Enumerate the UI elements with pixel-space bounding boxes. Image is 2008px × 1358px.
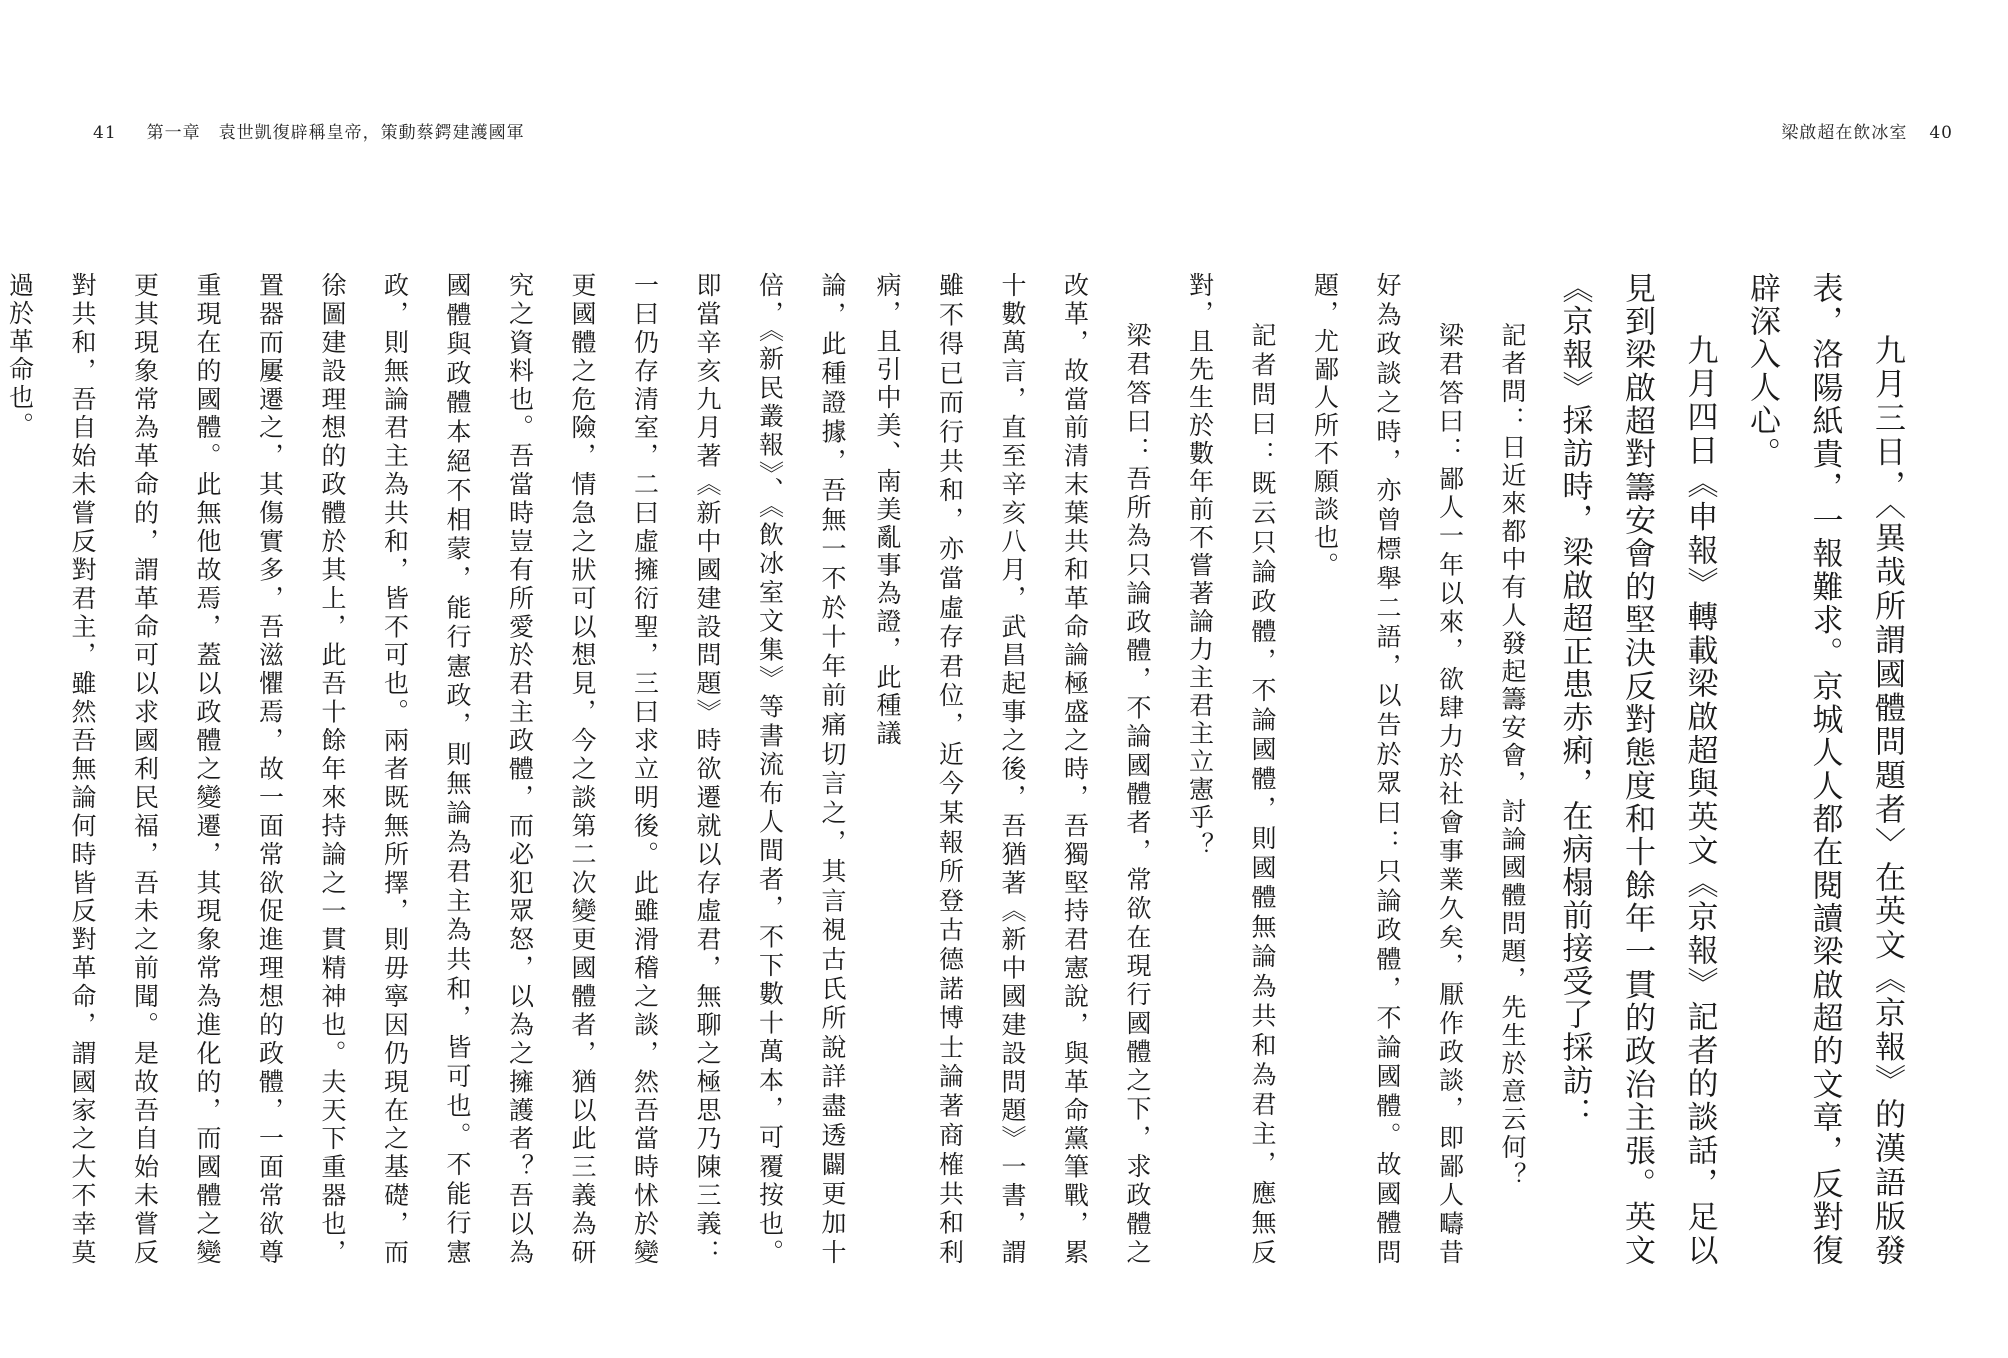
paragraph: 論，此種證據，吾無一不於十年前痛切言之，其言視古氏所說詳盡透闢更加十倍，《新民叢報》、《飲冰室文集》等書流布人間者，不下數十萬本，可覆按也。即當辛亥九月著《新中國建設問題》時欲遷就以存虛君，無聊之極思乃陳三義：一曰仍存清室，二曰虛擁衍聖，三曰求立明後。此雖滑稽之談，然吾當時怵於變更國體之危險，情急之狀可以想見，今之談第二次變更國體者，猶以此三義為研究之資料也。吾當時豈有所愛於君主政體，而必犯眾怒，以為之擁護者？吾以為國體與政體本絕不相蒙，能行憲政，則無論為君主為共和，皆可也。不能行憲政，則無論君主為共和，皆不可也。兩者既無所擇，則毋寧因仍現在之基礎，而徐圖建設理想的政體於其上，此吾十餘年來持論之一貫精神也。夫天下重器也，置器而屢遷之，其傷實多，吾滋懼焉，故一面常欲促進理想的政體，一面常欲尊重現在的國體。此無他故焉，蓋以政體之變遷，其現象常為進化的，而國體之變更其現象常為革命的，謂革命可以求國利民福，吾未之前聞。是故吾自始未嘗反對共和，吾自始未嘗反對君主，雖然吾無論何時皆反對革命，謂國家之大不幸莫過於革命也。 <box>5 272 847 1267</box>
paragraph: 記者問：日近來都中有人發起籌安會，討論國體問題，先生於意云何？ <box>1498 322 1527 1190</box>
paragraph: 梁君答曰：鄙人一年以來，欲肆力於社會事業久矣，厭作政談，即鄙人疇昔好為政談之時，亦曾標舉二語，以告於眾曰：只論政體，不論國體。故國體問題，尤鄙人所不願談也。 <box>1310 272 1465 1267</box>
left-page-number: 41 <box>93 123 117 143</box>
right-page-number: 40 <box>1929 123 1953 143</box>
left-running-header <box>93 118 525 143</box>
right-running-header <box>1781 118 1953 143</box>
paragraph: 九月三日，〈異哉所謂國體問題者〉在英文《京報》的漢語版發表，洛陽紙貴，一報難求。京城人人都在閱讀梁啟超的文章，反對復辟深入人心。 <box>1744 272 1905 1267</box>
paragraph: 梁君答曰：吾所為只論政體，不論國體者，常欲在現行國體之下，求政體之改革，故當前清末葉共和革命論極盛之時，吾獨堅持君憲說，與革命黨筆戰，累十數萬言，直至辛亥八月，武昌起事之後，吾猶著《新中國建設問題》一書，謂雖不得已而行共和，亦當虛存君位，近今某報所登古德諾博士論著商榷共和利病，且引中美、南美亂事為證，此種議 <box>873 272 1152 1267</box>
right-page-body <box>873 272 1918 1267</box>
right-running-title: 梁啟超在飲冰室 <box>1781 123 1908 143</box>
paragraph: 九月四日《申報》轉載梁啟超與英文《京報》記者的談話，足以見到梁啟超對籌安會的堅決反對態度和十餘年一貫的政治主張。英文《京報》採訪時，梁啟超正患赤痢，在病榻前接受了採訪： <box>1556 272 1718 1267</box>
left-running-title: 第一章 袁世凱復辟稱皇帝，策動蔡鍔建護國軍 <box>146 123 525 143</box>
left-page-body <box>5 272 863 1267</box>
paragraph: 記者問曰：既云只論政體，不論國體，則國體無論為共和為君主，應無反對，且先生於數年前不嘗著論力主君主立憲乎？ <box>1185 272 1277 1267</box>
